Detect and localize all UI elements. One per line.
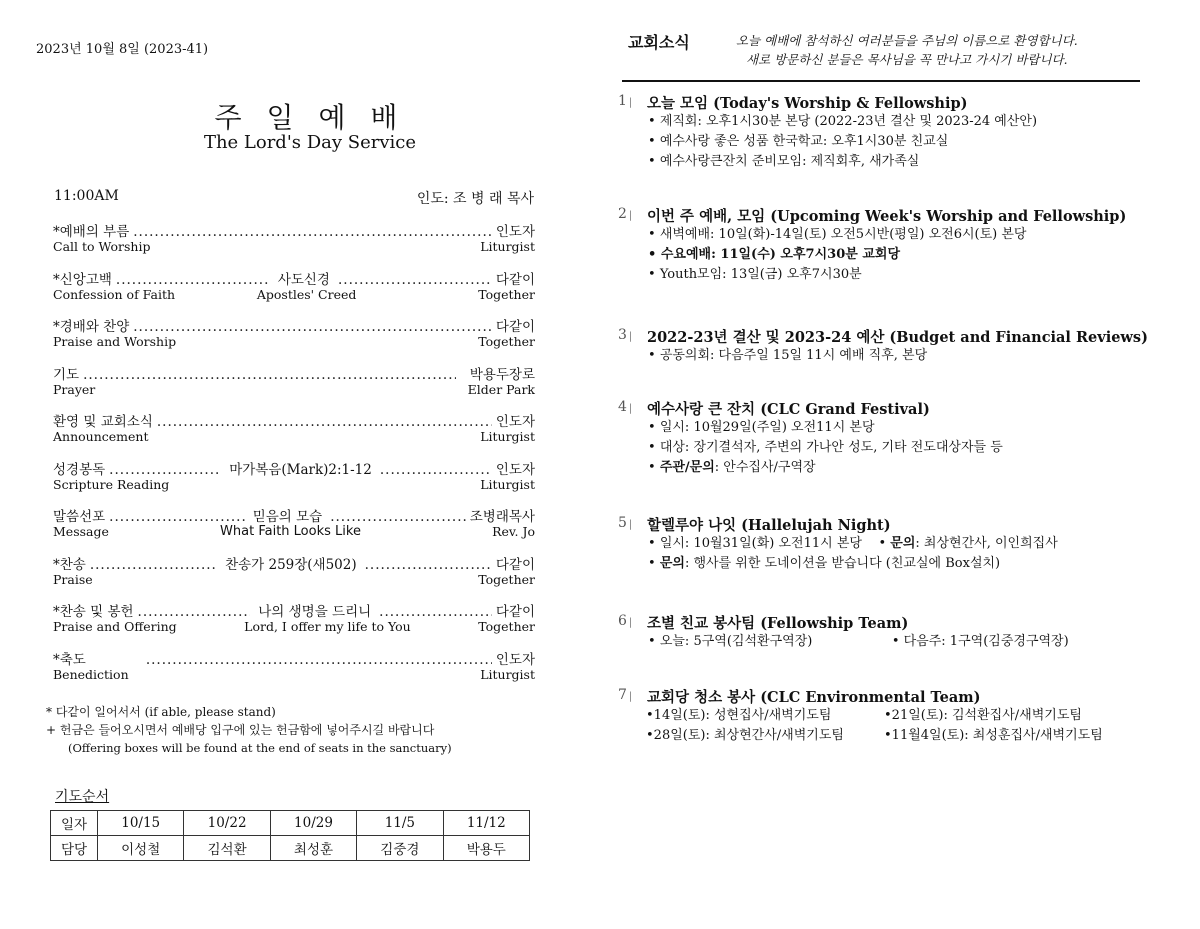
bulletin-date: 2023년 10월 8일 (2023-41) bbox=[36, 42, 209, 57]
list-item: • 예수사랑큰잔치 준비모임: 제직회후, 새가족실 bbox=[648, 152, 1037, 172]
dot-leader bbox=[379, 604, 492, 620]
section-items bbox=[648, 225, 1026, 285]
service-time: 11:00AM bbox=[54, 188, 119, 204]
service-title-english: The Lord's Day Service bbox=[203, 132, 417, 153]
cleaning-entry: •28일(토): 최상현간사/새벽기도팀 bbox=[646, 728, 844, 743]
list-item: • 공동의회: 다음주일 15일 11시 예배 직후, 본당 bbox=[648, 346, 927, 366]
order-item-ko: *신앙고백 bbox=[53, 271, 112, 288]
order-item bbox=[53, 553, 535, 601]
order-item-detail-en: Apostles' Creed bbox=[256, 286, 357, 302]
order-item-leader: 다같이 bbox=[495, 556, 535, 573]
dot-leader bbox=[109, 462, 221, 478]
list-item: • 수요예배: 11일(수) 오후7시30분 교회당 bbox=[648, 245, 1026, 265]
order-item bbox=[53, 220, 535, 268]
donation-value: : 행사를 위한 도네이션을 받습니다 (친교실에 Box설치) bbox=[684, 556, 1001, 571]
dot-leader bbox=[133, 224, 492, 240]
section-heading: 예수사랑 큰 잔치 (CLC Grand Festival) bbox=[647, 401, 930, 418]
order-item-leader-en: Liturgist bbox=[480, 239, 535, 254]
inquiry-label: 문의 bbox=[890, 536, 916, 551]
cleaning-entry: •21일(토): 김석환집사/새벽기도팀 bbox=[884, 708, 1082, 723]
section-heading: 조별 친교 봉사팀 (Fellowship Team) bbox=[647, 615, 909, 632]
table-cell: 박용두 bbox=[443, 836, 529, 861]
dot-leader bbox=[116, 272, 270, 288]
table-cell: 김중경 bbox=[357, 836, 443, 861]
order-item-leader-en: Together bbox=[478, 334, 535, 349]
prayer-schedule-title: 기도순서 bbox=[55, 789, 110, 805]
team-today: 오늘: 5구역(김석환구역장) bbox=[659, 634, 813, 649]
section-number: 4 | bbox=[618, 399, 632, 415]
list-item bbox=[646, 726, 1103, 746]
list-item bbox=[648, 458, 1003, 478]
order-item-en: Message bbox=[53, 524, 109, 539]
table-cell: 11/5 bbox=[357, 811, 443, 836]
service-time-row bbox=[54, 188, 534, 208]
section-items bbox=[646, 706, 1103, 746]
team-next: 다음주: 1구역(김중경구역장) bbox=[903, 634, 1069, 649]
order-item-leader: 다같이 bbox=[495, 271, 535, 288]
prayer-schedule-table bbox=[50, 810, 530, 861]
stand-note: * 다같이 일어서서 (if able, please stand) bbox=[46, 705, 276, 719]
order-item-leader: 박용두장로 bbox=[469, 366, 535, 383]
list-item: • Youth모임: 13일(금) 오후7시30분 bbox=[648, 265, 1026, 285]
order-item-detail: 마가복음(Mark)2:1-12 bbox=[229, 461, 372, 478]
order-item-ko: 말씀선포 bbox=[53, 509, 106, 525]
list-item: • 일시: 10월29일(주일) 오전11시 본당 bbox=[648, 418, 1003, 438]
section-number: 5 | bbox=[618, 515, 632, 531]
order-item-detail-en: What Faith Looks Like bbox=[220, 524, 361, 539]
dot-leader bbox=[365, 557, 492, 573]
list-item bbox=[646, 706, 1103, 726]
order-item-detail: 나의 생명을 드리니 bbox=[258, 604, 372, 620]
welcome-message bbox=[736, 31, 1078, 69]
order-item-detail-en: Lord, I offer my life to You bbox=[244, 619, 411, 634]
section-heading: 할렐루야 나잇 (Hallelujah Night) bbox=[647, 517, 891, 534]
order-item-ko: 환영 및 교회소식 bbox=[53, 414, 153, 430]
order-item-en: Praise and Offering bbox=[53, 619, 177, 634]
order-item bbox=[53, 648, 535, 696]
dot-leader bbox=[330, 509, 466, 525]
order-item-ko: *경배와 찬양 bbox=[53, 319, 130, 335]
section-items bbox=[648, 534, 1058, 574]
section-heading: 교회당 청소 봉사 (CLC Environmental Team) bbox=[647, 689, 981, 706]
table-cell: 최성훈 bbox=[270, 836, 356, 861]
contact-value: : 안수집사/구역장 bbox=[714, 460, 816, 475]
order-item-leader-en: Together bbox=[478, 619, 535, 634]
list-item: • 예수사랑 좋은 성품 한국학교: 오후1시30분 친교실 bbox=[648, 132, 1037, 152]
list-item: • 오늘: 5구역(김석환구역장) • 다음주: 1구역(김중경구역장) bbox=[648, 632, 1069, 652]
section-heading: 2022-23년 결산 및 2023-24 예산 (Budget and Financial Reviews) bbox=[647, 329, 1148, 346]
dot-leader bbox=[90, 557, 217, 573]
order-item bbox=[53, 600, 535, 648]
order-item-leader: 인도자 bbox=[495, 461, 535, 478]
section-number: 2 | bbox=[618, 206, 632, 222]
order-item bbox=[53, 505, 535, 553]
section-heading: 이번 주 예배, 모임 (Upcoming Week's Worship and Fellowship) bbox=[647, 208, 1127, 225]
table-cell: 10/22 bbox=[184, 811, 270, 836]
order-item bbox=[53, 458, 535, 506]
offering-note: + 헌금은 들어오시면서 예배당 입구에 있는 헌금함에 넣어주시길 바랍니다 bbox=[46, 723, 435, 737]
welcome-line: 오늘 예배에 참석하신 여러분들을 주님의 이름으로 환영합니다. bbox=[736, 33, 1078, 48]
dot-leader bbox=[146, 652, 492, 668]
order-item-leader-en: Liturgist bbox=[480, 476, 535, 492]
order-item-leader: 다같이 bbox=[495, 319, 535, 335]
order-item-en: Praise and Worship bbox=[53, 334, 177, 349]
order-item bbox=[53, 315, 535, 363]
order-item-leader-en: Elder Park bbox=[467, 381, 535, 397]
donation-label: 문의 bbox=[659, 556, 685, 571]
order-item bbox=[53, 268, 535, 316]
order-item-leader-en: Together bbox=[478, 571, 535, 587]
offering-note-english: (Offering boxes will be found at the end of seats in the sanctuary) bbox=[68, 741, 452, 755]
dot-leader bbox=[380, 462, 492, 478]
dot-leader bbox=[133, 319, 492, 335]
order-item-leader: 인도자 bbox=[495, 651, 535, 668]
section-heading: 오늘 모임 (Today's Worship & Fellowship) bbox=[647, 95, 968, 112]
cleaning-entry: •11월4일(토): 최성훈집사/새벽기도팀 bbox=[884, 728, 1103, 743]
list-item: • 제직회: 오후1시30분 본당 (2022-23년 결산 및 2023-24 예산안) bbox=[648, 112, 1037, 132]
order-item-leader: 인도자 bbox=[495, 414, 535, 430]
dot-leader bbox=[338, 272, 492, 288]
table-header-cell: 담당 bbox=[51, 836, 98, 861]
order-item-ko: *찬송 및 봉헌 bbox=[53, 604, 134, 620]
dot-leader bbox=[109, 509, 245, 525]
order-item-en: Call to Worship bbox=[53, 239, 151, 254]
order-item-en: Confession of Faith bbox=[53, 286, 176, 302]
service-title-korean: 주 일 예 배 bbox=[214, 101, 406, 134]
order-item-en: Benediction bbox=[53, 666, 129, 682]
section-number: 3 | bbox=[618, 327, 632, 343]
list-item bbox=[648, 554, 1058, 574]
dot-leader bbox=[83, 367, 456, 383]
list-item: • 대상: 장기결석자, 주변의 가나안 성도, 기타 전도대상자들 등 bbox=[648, 438, 1003, 458]
section-number: 7 | bbox=[618, 687, 632, 703]
order-item-leader-en: Liturgist bbox=[480, 666, 535, 682]
order-item-ko: 성경봉독 bbox=[53, 461, 106, 478]
order-item-detail: 찬송가 259장(새502) bbox=[225, 556, 357, 573]
order-item-detail: 사도신경 bbox=[277, 271, 330, 288]
service-notes bbox=[46, 703, 452, 757]
order-item-leader: 조병래목사 bbox=[469, 509, 535, 525]
table-row bbox=[51, 811, 530, 836]
order-item bbox=[53, 410, 535, 458]
section-items bbox=[648, 112, 1037, 172]
service-leader: 인도: 조 병 래 목사 bbox=[416, 191, 534, 207]
order-item-en: Prayer bbox=[53, 381, 96, 397]
table-cell: 10/15 bbox=[98, 811, 184, 836]
order-item-ko: 기도 bbox=[53, 366, 80, 383]
order-item-leader: 다같이 bbox=[495, 604, 535, 620]
order-item-leader-en: Rev. Jo bbox=[492, 524, 535, 539]
order-item-leader-en: Together bbox=[478, 286, 535, 302]
table-cell: 김석환 bbox=[184, 836, 270, 861]
order-item-leader-en: Liturgist bbox=[480, 429, 535, 444]
table-header-cell: 일자 bbox=[51, 811, 98, 836]
list-item: • 새벽예배: 10일(화)-14일(토) 오전5시반(평일) 오전6시(토) 본당 bbox=[648, 225, 1026, 245]
section-items bbox=[648, 418, 1003, 478]
order-item-detail: 믿음의 모습 bbox=[252, 509, 323, 525]
table-cell: 11/12 bbox=[443, 811, 529, 836]
order-item-ko: *찬송 bbox=[53, 556, 86, 573]
order-item-ko: *축도 bbox=[53, 651, 86, 668]
section-number: 1 | bbox=[618, 93, 632, 109]
section-items bbox=[648, 632, 1069, 652]
list-item: • 일시: 10월31일(화) 오전11시 본당 • 문의: 최상현간사, 이인희집사 bbox=[648, 534, 1058, 554]
divider bbox=[622, 80, 1140, 82]
order-item-en: Announcement bbox=[53, 429, 149, 444]
order-of-worship bbox=[53, 220, 535, 695]
cleaning-entry: •14일(토): 성현집사/새벽기도팀 bbox=[646, 708, 832, 723]
contact-label: 주관/문의 bbox=[659, 460, 715, 475]
event-date: 일시: 10월31일(화) 오전11시 본당 bbox=[659, 536, 862, 551]
order-item-ko: *예배의 부름 bbox=[53, 224, 130, 240]
table-cell: 10/29 bbox=[270, 811, 356, 836]
welcome-line: 새로 방문하신 분들은 목사님을 꼭 만나고 가시기 바랍니다. bbox=[746, 52, 1068, 67]
dot-leader bbox=[138, 604, 251, 620]
order-item-en: Scripture Reading bbox=[53, 476, 170, 492]
table-cell: 이성철 bbox=[98, 836, 184, 861]
section-number: 6 | bbox=[618, 613, 632, 629]
order-item-en: Praise bbox=[53, 571, 93, 587]
order-item-leader: 인도자 bbox=[495, 224, 535, 240]
table-row bbox=[51, 836, 530, 861]
inquiry-value: : 최상현간사, 이인희집사 bbox=[915, 536, 1058, 551]
section-items bbox=[648, 346, 927, 366]
church-news-title: 교회소식 bbox=[628, 33, 690, 52]
order-item bbox=[53, 363, 535, 411]
dot-leader bbox=[157, 414, 492, 430]
